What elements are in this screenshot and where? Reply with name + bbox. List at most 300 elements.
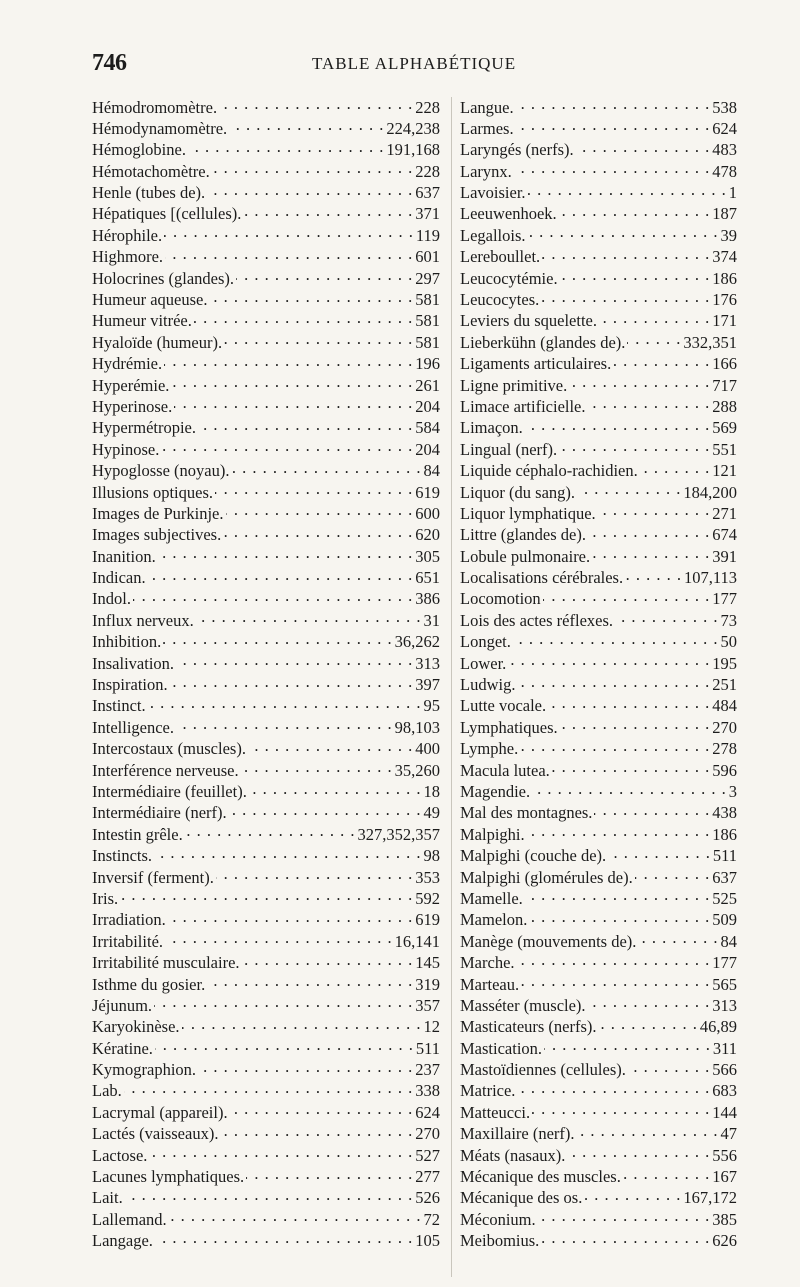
index-entry	[460, 310, 737, 331]
dot-leader	[529, 909, 710, 926]
index-entry	[92, 502, 440, 523]
dot-leader	[230, 1101, 414, 1118]
dot-leader	[226, 502, 414, 519]
index-entry	[92, 117, 440, 138]
index-page-ref: 187	[712, 204, 737, 224]
index-page-ref: 12	[423, 1017, 440, 1037]
dot-leader	[560, 267, 711, 284]
index-page-ref: 581	[415, 332, 440, 352]
index-entry	[460, 524, 737, 545]
index-page-ref: 391	[712, 546, 737, 566]
dot-leader	[525, 887, 710, 904]
dot-leader	[559, 438, 710, 455]
index-page-ref: 674	[712, 525, 737, 545]
index-entry	[460, 1037, 737, 1058]
dot-leader	[532, 1101, 710, 1118]
index-term: Localisations cérébrales.	[460, 568, 624, 588]
index-term: Hérophile.	[92, 225, 163, 245]
index-page-ref: 47	[720, 1124, 737, 1144]
index-entry	[92, 460, 440, 481]
index-term: Laryngés (nerfs).	[460, 140, 574, 160]
index-entry	[460, 973, 737, 994]
index-term: Hypinose.	[92, 439, 160, 459]
index-page-ref: 1	[728, 183, 737, 203]
index-term: Images subjectives.	[92, 525, 222, 545]
index-term: Karyokinèse.	[92, 1017, 180, 1037]
index-page-ref: 184,200	[683, 482, 737, 502]
index-page-ref: 511	[712, 846, 737, 866]
index-page-ref: 569	[712, 418, 737, 438]
index-page-ref: 371	[415, 204, 440, 224]
dot-leader	[216, 866, 413, 883]
index-term: Images de Purkinje.	[92, 503, 224, 523]
index-term: Intermédiaire (nerf).	[92, 803, 227, 823]
index-entry	[92, 374, 440, 395]
index-entry	[92, 353, 440, 374]
index-term: Hyperémie.	[92, 375, 170, 395]
index-term: Iris.	[92, 888, 119, 908]
index-entry	[460, 160, 737, 181]
index-page-ref: 619	[415, 910, 440, 930]
index-entry	[92, 930, 440, 951]
dot-leader	[594, 802, 710, 819]
index-term: Lavoisier.	[460, 183, 526, 203]
index-term: Larynx.	[460, 161, 512, 181]
dot-leader	[207, 182, 413, 199]
index-term: Hydrémie.	[92, 354, 163, 374]
index-page-ref: 186	[712, 268, 737, 288]
dot-leader	[182, 1016, 422, 1033]
index-entry	[460, 781, 737, 802]
dot-leader	[164, 224, 414, 241]
index-page-ref: 95	[423, 696, 440, 716]
index-page-ref: 270	[712, 717, 737, 737]
index-page-ref: 35,260	[394, 760, 440, 780]
index-page-ref: 177	[712, 589, 737, 609]
dot-leader	[242, 952, 414, 969]
index-page-ref: 278	[712, 739, 737, 759]
dot-leader	[525, 417, 710, 434]
index-page-ref: 338	[415, 1081, 440, 1101]
index-entry	[92, 759, 440, 780]
index-entry	[460, 759, 737, 780]
index-page-ref: 526	[415, 1188, 440, 1208]
dot-leader	[164, 353, 413, 370]
index-page-ref: 105	[415, 1231, 440, 1251]
dot-leader	[544, 1037, 711, 1054]
dot-leader	[514, 160, 710, 177]
index-page-ref: 683	[712, 1081, 737, 1101]
index-page-ref: 319	[415, 974, 440, 994]
dot-leader	[588, 395, 711, 412]
index-page-ref: 261	[415, 375, 440, 395]
index-term: Larmes.	[460, 118, 514, 138]
index-entry	[460, 438, 737, 459]
index-term: Humeur vitrée.	[92, 311, 192, 331]
dot-leader	[517, 1080, 710, 1097]
dot-leader	[592, 545, 710, 562]
index-page-ref: 438	[712, 803, 737, 823]
index-term: Liquide céphalo-rachidien.	[460, 461, 638, 481]
index-page-ref: 581	[415, 311, 440, 331]
index-entry	[460, 267, 737, 288]
dot-leader	[176, 652, 413, 669]
dot-leader	[516, 117, 711, 134]
index-entry	[92, 887, 440, 908]
index-term: Macula lutea.	[460, 760, 550, 780]
dot-leader	[560, 716, 711, 733]
dot-leader	[174, 395, 413, 412]
index-page-ref: 637	[415, 183, 440, 203]
index-page-ref: 596	[712, 760, 737, 780]
dot-leader	[599, 310, 710, 327]
index-term: Masséter (muscle).	[460, 995, 586, 1015]
dot-leader	[569, 374, 710, 391]
index-page-ref: 527	[415, 1145, 440, 1165]
index-entry	[460, 567, 737, 588]
index-entry	[460, 1230, 737, 1251]
index-term: Inspiration.	[92, 675, 168, 695]
index-page-ref: 177	[712, 953, 737, 973]
dot-leader	[149, 1144, 413, 1161]
index-term: Holocrines (glandes).	[92, 268, 235, 288]
index-page-ref: 717	[712, 375, 737, 395]
index-entry	[92, 224, 440, 245]
index-term: Manège (mouvements de).	[460, 931, 637, 951]
index-term: Leucocytes.	[460, 290, 540, 310]
index-page-ref: 36,262	[394, 632, 440, 652]
dot-leader	[148, 695, 422, 712]
index-term: Matrice.	[460, 1081, 516, 1101]
dot-leader	[155, 1230, 413, 1247]
index-term: Limace artificielle.	[460, 396, 586, 416]
index-page-ref: 511	[415, 1038, 440, 1058]
index-term: Lactose.	[92, 1145, 148, 1165]
index-entry	[92, 545, 440, 566]
dot-leader	[552, 759, 710, 776]
index-term: Lower.	[460, 653, 507, 673]
index-page-ref: 327,352,357	[357, 824, 440, 844]
dot-leader	[584, 1187, 681, 1204]
index-page-ref: 84	[720, 931, 737, 951]
dot-leader	[196, 609, 422, 626]
dot-leader	[241, 759, 393, 776]
index-term: Marteau.	[460, 974, 520, 994]
index-page-ref: 601	[415, 247, 440, 267]
index-term: Longet.	[460, 632, 511, 652]
dot-leader	[223, 524, 413, 541]
dot-leader	[588, 524, 710, 541]
index-page-ref: 651	[415, 568, 440, 588]
index-entry	[460, 395, 737, 416]
index-page-ref: 305	[415, 546, 440, 566]
index-term: Mécanique des muscles.	[460, 1167, 621, 1187]
index-page-ref: 167	[712, 1167, 737, 1187]
index-term: Isthme du gosier.	[92, 974, 206, 994]
index-term: Hypermétropie.	[92, 418, 197, 438]
dot-leader	[599, 1016, 698, 1033]
index-page-ref: 288	[712, 396, 737, 416]
index-term: Masticateurs (nerfs).	[460, 1017, 597, 1037]
index-page-ref: 145	[415, 953, 440, 973]
index-entry	[92, 1101, 440, 1122]
dot-leader	[165, 930, 393, 947]
index-page-ref: 556	[712, 1145, 737, 1165]
index-entry	[92, 609, 440, 630]
index-entry	[460, 716, 737, 737]
dot-leader	[185, 823, 356, 840]
index-term: Mamelle.	[460, 888, 523, 908]
index-page-ref: 271	[712, 503, 737, 523]
index-term: Mastoïdiennes (cellules).	[460, 1060, 626, 1080]
index-page-ref: 18	[423, 782, 440, 801]
column-divider	[451, 97, 452, 1277]
index-term: Ligaments articulaires.	[460, 354, 612, 374]
index-page-ref: 566	[712, 1060, 737, 1080]
index-page-ref: 584	[415, 418, 440, 438]
index-page-ref: 39	[720, 225, 737, 245]
index-entry	[460, 460, 737, 481]
index-entry	[92, 716, 440, 737]
dot-leader	[548, 695, 710, 712]
index-entry	[460, 203, 737, 224]
index-term: Instinct.	[92, 696, 146, 716]
index-entry	[92, 203, 440, 224]
index-entry	[92, 738, 440, 759]
index-entry	[460, 652, 737, 673]
index-term: Malpighi.	[460, 824, 525, 844]
index-page-ref: 3	[728, 782, 737, 801]
dot-leader	[209, 289, 413, 306]
index-entry	[92, 310, 440, 331]
dot-leader	[528, 182, 727, 199]
index-entry	[92, 695, 440, 716]
index-term: Hémotachomètre.	[92, 161, 210, 181]
index-term: Lactés (vaisseaux).	[92, 1124, 219, 1144]
index-term: Instincts.	[92, 846, 153, 866]
index-entry	[460, 609, 737, 630]
index-page-ref: 176	[712, 290, 737, 310]
index-term: Inhibition.	[92, 632, 162, 652]
index-entry	[92, 781, 440, 802]
dot-leader	[169, 1208, 422, 1225]
index-entry	[460, 674, 737, 695]
dot-leader	[220, 1123, 413, 1140]
index-term: Littre (glandes de).	[460, 525, 586, 545]
index-term: Lallemand.	[92, 1209, 167, 1229]
index-page-ref: 538	[712, 97, 737, 117]
index-term: Hypoglosse (noyau).	[92, 461, 230, 481]
index-term: Inversif (ferment).	[92, 867, 214, 887]
dot-leader	[627, 331, 681, 348]
index-page-ref: 483	[712, 140, 737, 160]
index-page-ref: 478	[712, 161, 737, 181]
dot-leader	[528, 224, 719, 241]
index-entry	[92, 1144, 440, 1165]
index-entry	[460, 417, 737, 438]
index-term: Indol.	[92, 589, 131, 609]
index-term: Legallois.	[460, 225, 526, 245]
index-term: Illusions optiques.	[92, 482, 214, 502]
index-entry	[92, 1037, 440, 1058]
index-page-ref: 167,172	[683, 1188, 737, 1208]
dot-leader	[188, 139, 384, 156]
index-entry	[92, 395, 440, 416]
dot-leader	[541, 1230, 710, 1247]
index-page-ref: 581	[415, 290, 440, 310]
dot-leader	[133, 588, 413, 605]
dot-leader	[165, 246, 413, 263]
index-term: Highmore.	[92, 247, 164, 267]
dot-leader	[125, 1187, 414, 1204]
index-term: Locomotion	[460, 589, 541, 609]
index-page-ref: 228	[415, 161, 440, 181]
index-term: Hémodromomètre.	[92, 97, 218, 117]
index-term: Malpighi (couche de).	[460, 846, 607, 866]
index-term: Méats (nasaux).	[460, 1145, 566, 1165]
index-page-ref: 251	[712, 675, 737, 695]
index-term: Lutte vocale.	[460, 696, 547, 716]
index-page-ref: 191,168	[386, 140, 440, 160]
dot-leader	[613, 353, 710, 370]
index-entry	[92, 182, 440, 203]
index-entry	[92, 973, 440, 994]
dot-leader	[527, 823, 711, 840]
dot-leader	[577, 481, 681, 498]
dot-leader	[248, 738, 413, 755]
index-page-ref: 626	[712, 1231, 737, 1251]
index-entry	[92, 139, 440, 160]
index-entry	[460, 1208, 737, 1229]
index-page-ref: 600	[415, 503, 440, 523]
index-entry	[460, 374, 737, 395]
index-entry	[92, 1080, 440, 1101]
dot-leader	[158, 545, 414, 562]
index-entry	[92, 331, 440, 352]
index-page-ref: 374	[712, 247, 737, 267]
index-entry	[92, 246, 440, 267]
index-term: Langage.	[92, 1231, 153, 1251]
index-term: Ludwig.	[460, 675, 516, 695]
index-term: Leviers du squelette.	[460, 311, 597, 331]
index-entry	[460, 481, 737, 502]
dot-leader	[198, 1059, 413, 1076]
index-entry	[460, 588, 737, 609]
index-term: Lait.	[92, 1188, 123, 1208]
index-page-ref: 357	[415, 995, 440, 1015]
index-entry	[92, 267, 440, 288]
index-entry	[92, 845, 440, 866]
index-entry	[460, 930, 737, 951]
dot-leader	[638, 930, 718, 947]
dot-leader	[249, 781, 422, 798]
index-page-ref: 297	[415, 268, 440, 288]
index-page-ref: 484	[712, 696, 737, 716]
dot-leader	[635, 866, 710, 883]
dot-leader	[236, 267, 413, 284]
index-term: Hyaloïde (humeur).	[92, 332, 223, 352]
index-page-ref: 353	[415, 867, 440, 887]
index-term: Hépatiques [(cellules).	[92, 204, 242, 224]
index-term: Meibomius.	[460, 1231, 540, 1251]
dot-leader	[170, 674, 414, 691]
index-column-left	[92, 96, 440, 1251]
index-term: Intercostaux (muscles).	[92, 739, 246, 759]
dot-leader	[207, 973, 413, 990]
index-page-ref: 637	[712, 867, 737, 887]
index-term: Leucocytémie.	[460, 268, 558, 288]
index-page-ref: 397	[415, 675, 440, 695]
index-entry	[460, 1080, 737, 1101]
index-entry	[92, 1230, 440, 1251]
dot-leader	[628, 1059, 710, 1076]
index-page-ref: 224,238	[386, 118, 440, 138]
index-page-ref: 277	[415, 1167, 440, 1187]
index-entry	[460, 139, 737, 160]
index-term: Ligne primitive.	[460, 375, 568, 395]
index-term: Intestin grêle.	[92, 824, 183, 844]
index-entry	[460, 96, 737, 117]
index-term: Hémodynamomètre.	[92, 118, 228, 138]
index-term: Marche.	[460, 953, 515, 973]
index-page-ref: 72	[423, 1209, 440, 1229]
index-term: Malpighi (glomérules de).	[460, 867, 633, 887]
index-entry	[92, 674, 440, 695]
dot-leader	[219, 96, 413, 113]
dot-leader	[640, 460, 710, 477]
dot-leader	[542, 246, 710, 263]
index-term: Henle (tubes de).	[92, 183, 206, 203]
dot-leader	[567, 1144, 710, 1161]
dot-leader	[623, 1166, 710, 1183]
dot-leader	[532, 781, 727, 798]
dot-leader	[517, 952, 711, 969]
index-entry	[460, 1144, 737, 1165]
dot-leader	[243, 203, 413, 220]
index-page-ref: 565	[712, 974, 737, 994]
index-entry	[92, 866, 440, 887]
index-page-ref: 31	[423, 610, 440, 630]
dot-leader	[231, 460, 421, 477]
index-entry	[92, 417, 440, 438]
index-page-ref: 49	[423, 803, 440, 823]
index-term: Lingual (nerf).	[460, 439, 558, 459]
index-page-ref: 228	[415, 97, 440, 117]
index-page-ref: 107,113	[683, 568, 737, 588]
index-page-ref: 525	[712, 888, 737, 908]
index-page-ref: 237	[415, 1060, 440, 1080]
index-term: Hémoglobine.	[92, 140, 186, 160]
index-entry	[460, 866, 737, 887]
dot-leader	[521, 973, 710, 990]
index-page-ref: 98	[423, 846, 440, 866]
index-term: Lacunes lymphatiques.	[92, 1167, 245, 1187]
index-page-ref: 311	[712, 1038, 737, 1058]
index-entry	[460, 502, 737, 523]
index-term: Mamelon.	[460, 910, 528, 930]
dot-leader	[577, 1123, 719, 1140]
index-term: Interférence nerveuse.	[92, 760, 239, 780]
index-term: Jéjunum.	[92, 995, 153, 1015]
index-entry	[460, 224, 737, 245]
dot-leader	[576, 139, 711, 156]
page-number: 746	[92, 50, 127, 76]
index-page-ref: 619	[415, 482, 440, 502]
page-header	[0, 50, 800, 80]
dot-leader	[154, 845, 421, 862]
dot-leader	[194, 310, 413, 327]
index-term: Influx nerveux.	[92, 610, 194, 630]
